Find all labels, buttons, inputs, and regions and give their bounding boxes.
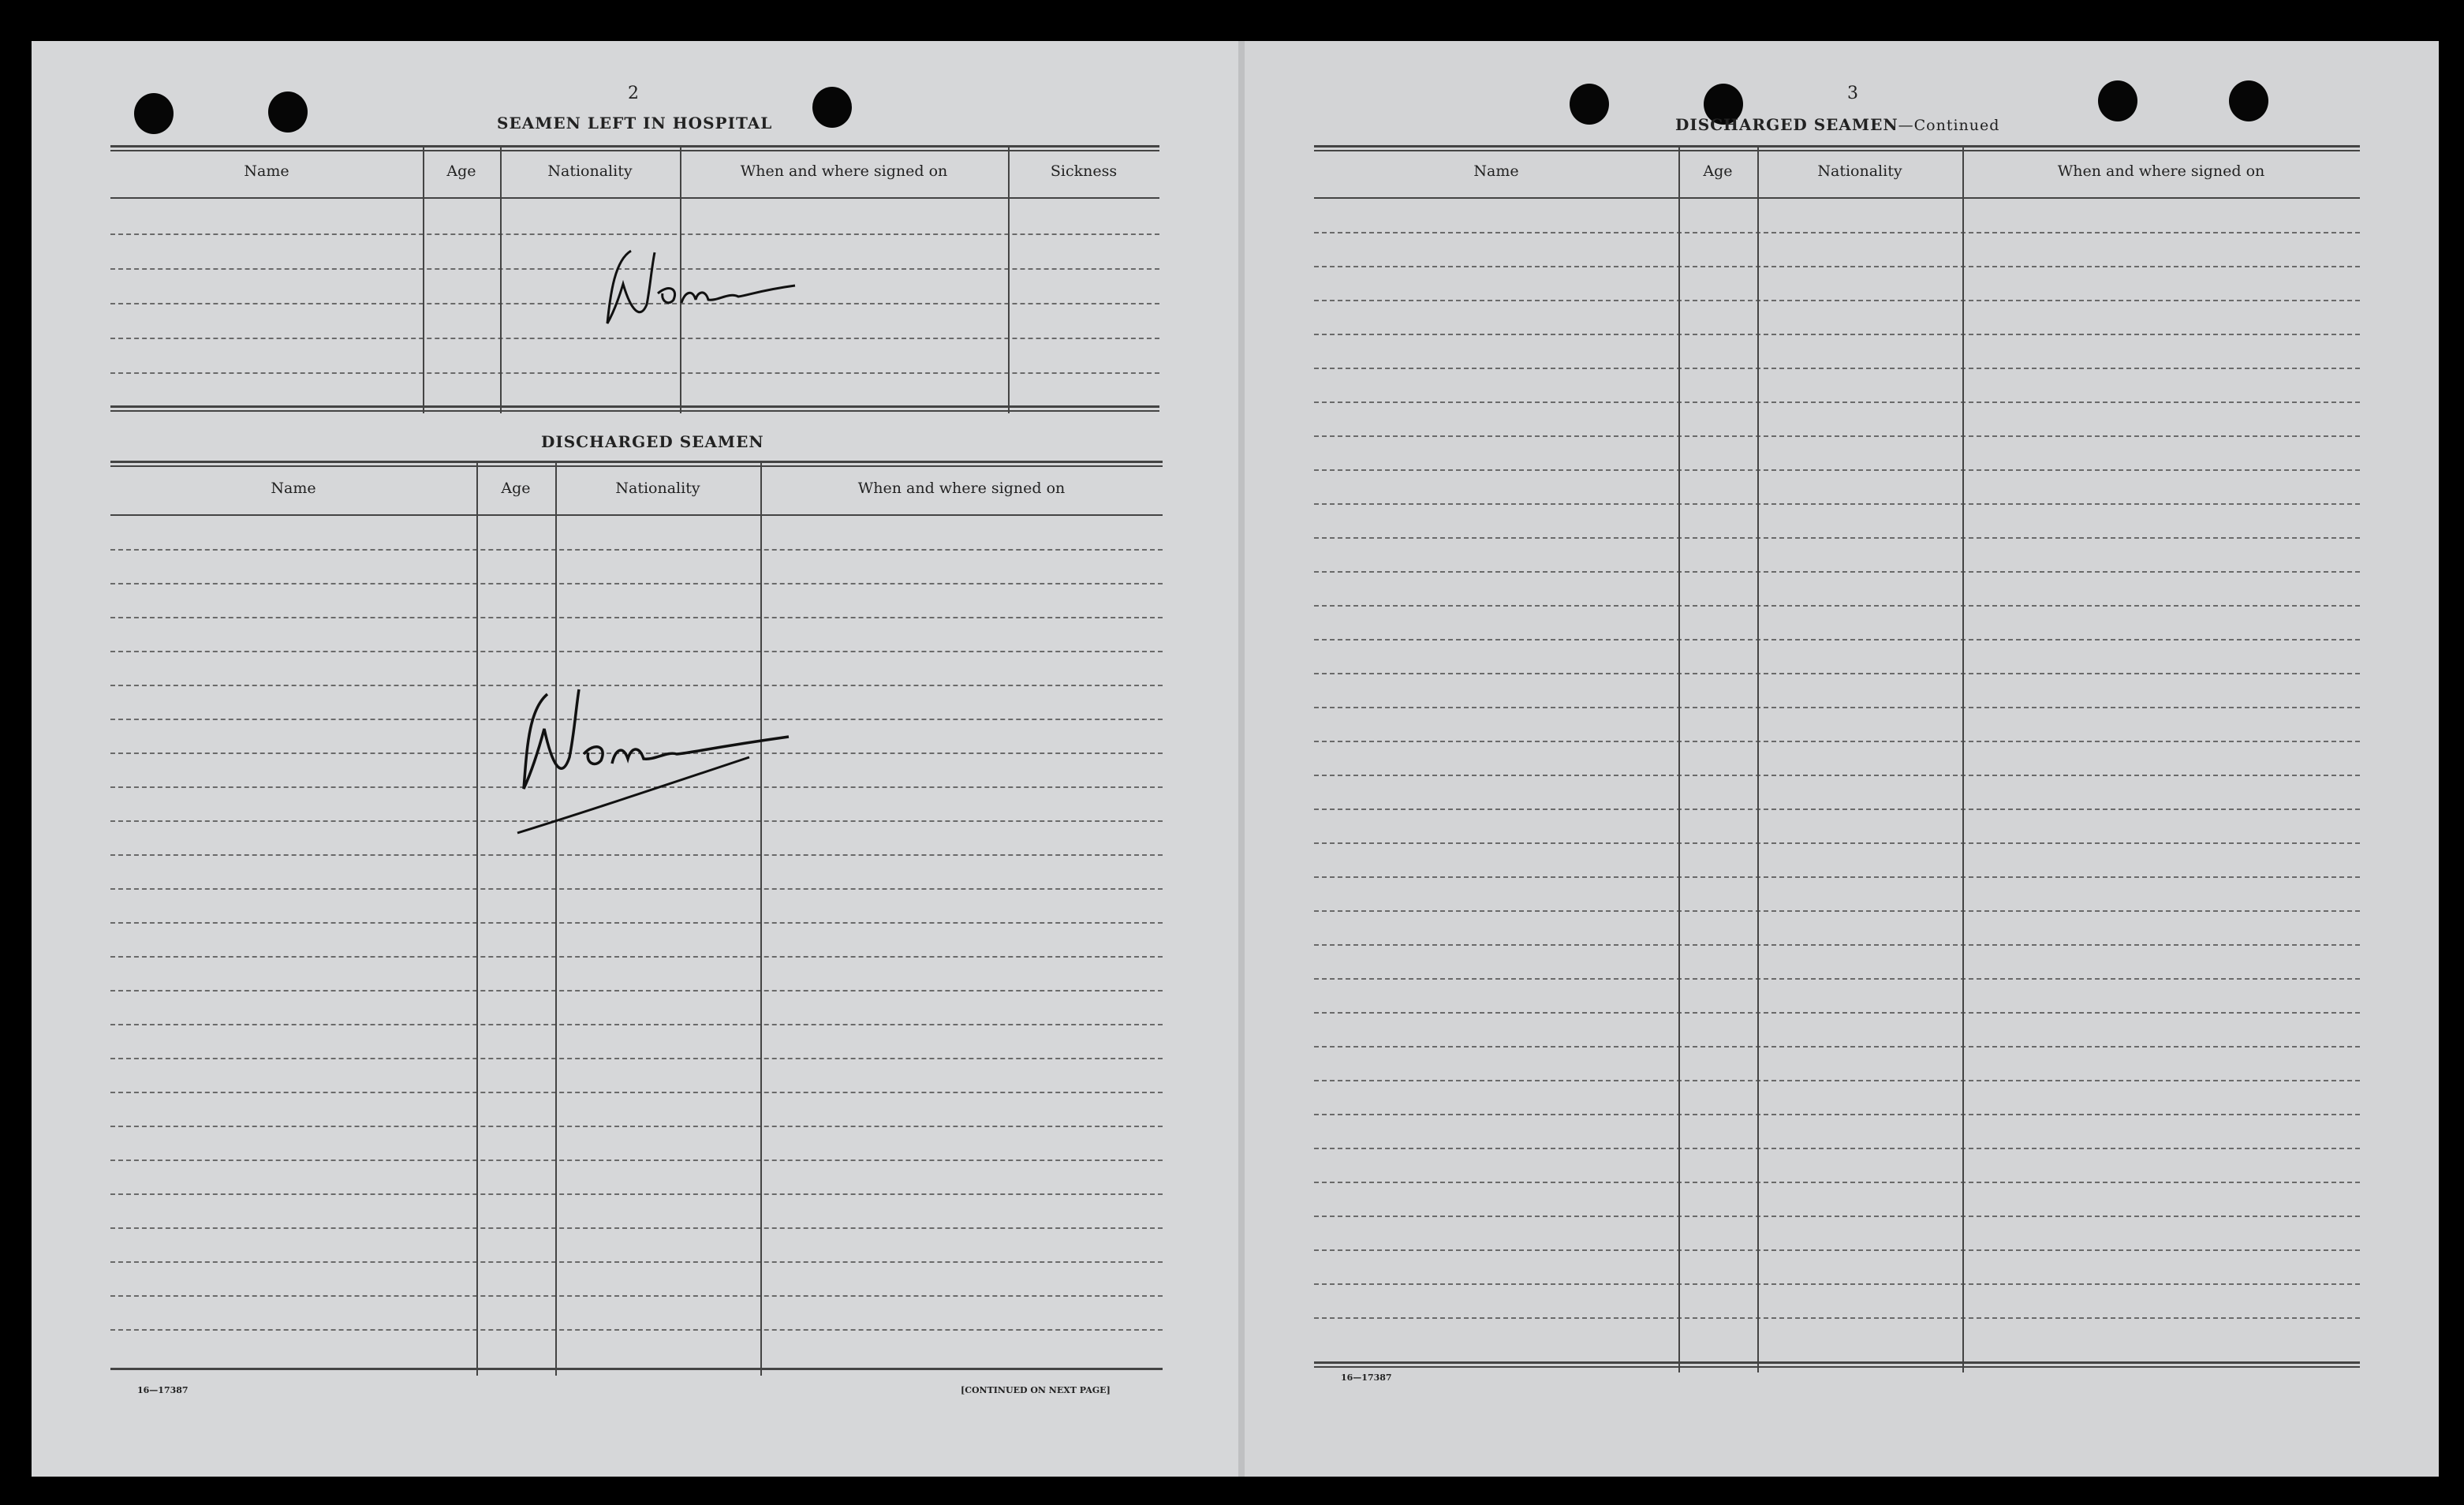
column-header-nationality: Nationality [615,480,700,497]
column-header-signed-on: When and where signed on [2057,162,2265,180]
punch-hole [1570,84,1609,125]
column-header-signed-on: When and where signed on [740,162,948,180]
punch-hole [134,93,174,134]
column-header-signed-on: When and where signed on [857,480,1066,497]
form-number: 16—17387 [1341,1372,1392,1383]
column-header-sickness: Sickness [1050,162,1118,180]
handwritten-none-discharged [513,678,797,844]
form-number: 16—17387 [137,1385,189,1395]
handwritten-none-hospital [599,245,805,339]
column-header-name: Name [1473,162,1519,180]
punch-hole [812,87,852,128]
continued-note: [CONTINUED ON NEXT PAGE] [961,1385,1111,1395]
section-title-hospital: SEAMEN LEFT IN HOSPITAL [497,114,773,133]
column-header-age: Age [501,480,531,497]
page-number: 3 [1847,84,1858,103]
punch-hole [268,91,308,133]
section-title-discharged: DISCHARGED SEAMEN [541,432,764,451]
punch-hole [2229,80,2268,121]
title-text: DISCHARGED SEAMEN [1675,115,1898,134]
column-header-name: Name [271,480,316,497]
page-fold [1238,41,1245,1477]
page-number: 2 [628,84,639,103]
title-suffix: —Continued [1898,117,2000,134]
discharged-table [110,461,1163,1376]
section-title-discharged-continued [1675,115,1999,134]
column-header-nationality: Nationality [547,162,633,180]
punch-hole [2098,80,2137,121]
column-header-age: Age [446,162,476,180]
column-header-age: Age [1703,162,1733,180]
column-header-name: Name [244,162,289,180]
column-header-nationality: Nationality [1817,162,1902,180]
discharged-continued-table [1314,145,2360,1372]
